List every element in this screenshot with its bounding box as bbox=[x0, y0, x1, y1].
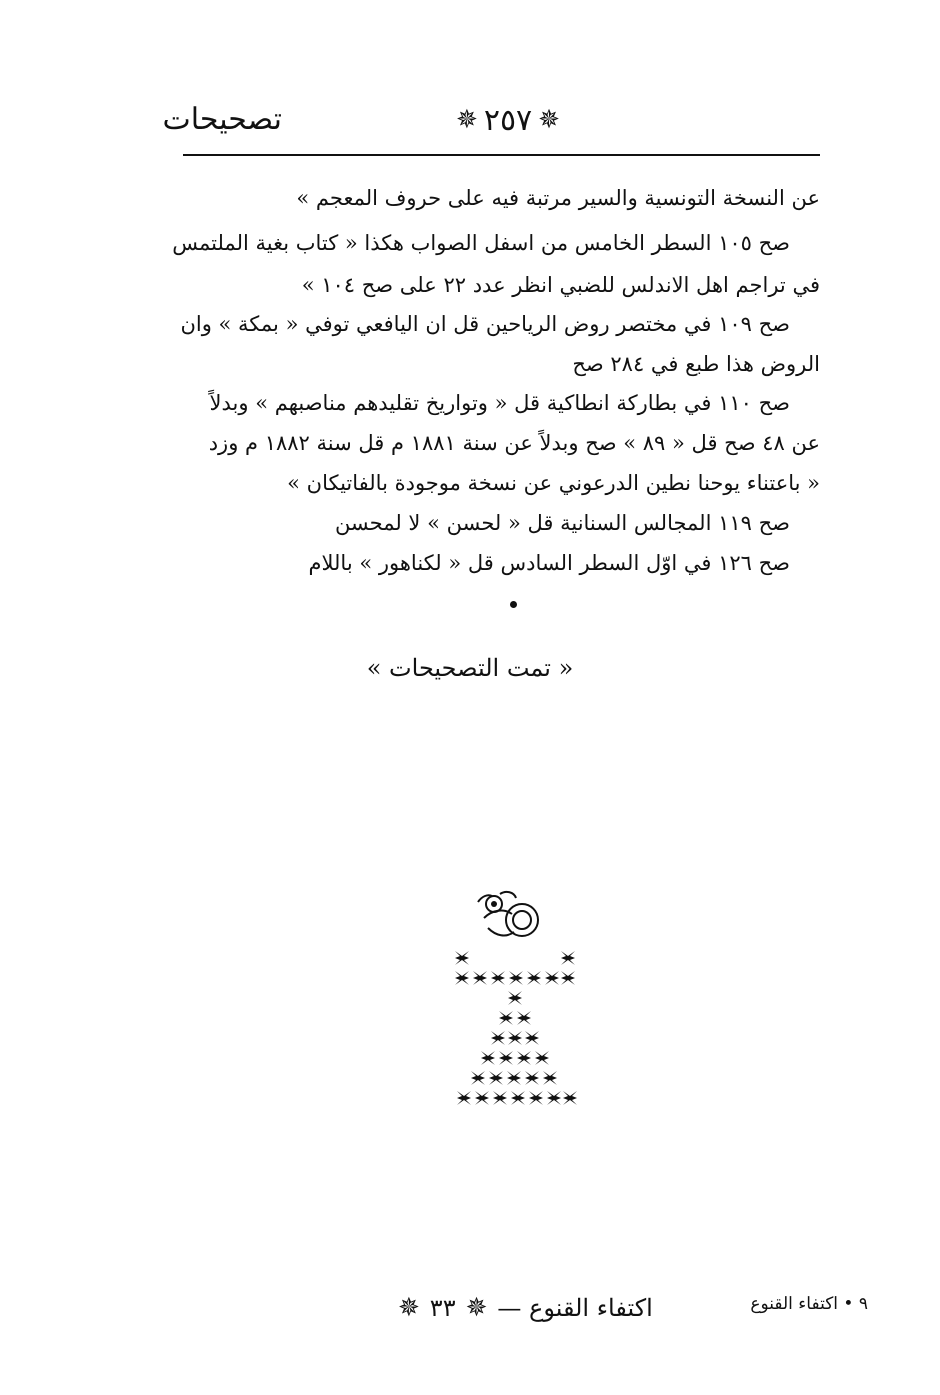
running-footer bbox=[398, 1288, 653, 1328]
ornament-star-icon: ✵ bbox=[456, 105, 478, 135]
text-line: صح ١٠٩ في مختصر روض الرياحين قل ان اليافعي توفي « بمكة » وان bbox=[180, 312, 790, 336]
page-number bbox=[448, 98, 568, 142]
text-line: في تراجم اهل الاندلس للضبي انظر عدد ٢٢ على صح ١٠٤ » bbox=[301, 273, 820, 297]
tailpiece-ornament-icon bbox=[448, 884, 582, 1114]
text-line: صح ١٠٥ السطر الخامس من اسفل الصواب هكذا « كتاب بغية الملتمس bbox=[172, 231, 790, 255]
ornament-star-icon: ✵ bbox=[465, 1293, 488, 1323]
text-line: صح ١١٠ في بطاركة انطاكية قل « وتواريخ تقليدهم مناصبهم » وبدلاً bbox=[209, 391, 790, 415]
text-line: الروض هذا طبع في ٢٨٤ صح bbox=[572, 352, 820, 376]
text-line: صح ١٢٦ في اوّل السطر السادس قل « لكناهور » باللام bbox=[308, 551, 790, 575]
header-rule bbox=[183, 154, 820, 156]
running-head-title: تصحيحات bbox=[162, 102, 282, 137]
closing-line: « تمت التصحيحات » bbox=[366, 654, 574, 682]
ornament-star-icon: ✵ bbox=[538, 105, 560, 135]
footer-number: ٣٣ bbox=[429, 1294, 456, 1322]
separator-dot bbox=[510, 601, 517, 608]
ornament-star-icon: ✵ bbox=[398, 1293, 420, 1323]
text-line: عن ٤٨ صح قل « ٨٩ » صح وبدلاً عن سنة ١٨٨١ م قل سنة ١٨٨٢ م وزد bbox=[208, 431, 820, 455]
footer-title: اكتفاء القنوع — bbox=[497, 1294, 653, 1322]
text-line: صح ١١٩ المجالس السنانية قل « لحسن » لا لمحسن bbox=[334, 511, 790, 535]
signature-mark: ٩ • اكتفاء القنوع bbox=[750, 1294, 868, 1314]
text-line: عن النسخة التونسية والسير مرتبة فيه على حروف المعجم » bbox=[296, 186, 820, 210]
page-number-text: ٢٥٧ bbox=[483, 102, 533, 138]
text-line: « باعتناء يوحنا نطين الدرعوني عن نسخة موجودة بالفاتيكان » bbox=[287, 471, 820, 495]
